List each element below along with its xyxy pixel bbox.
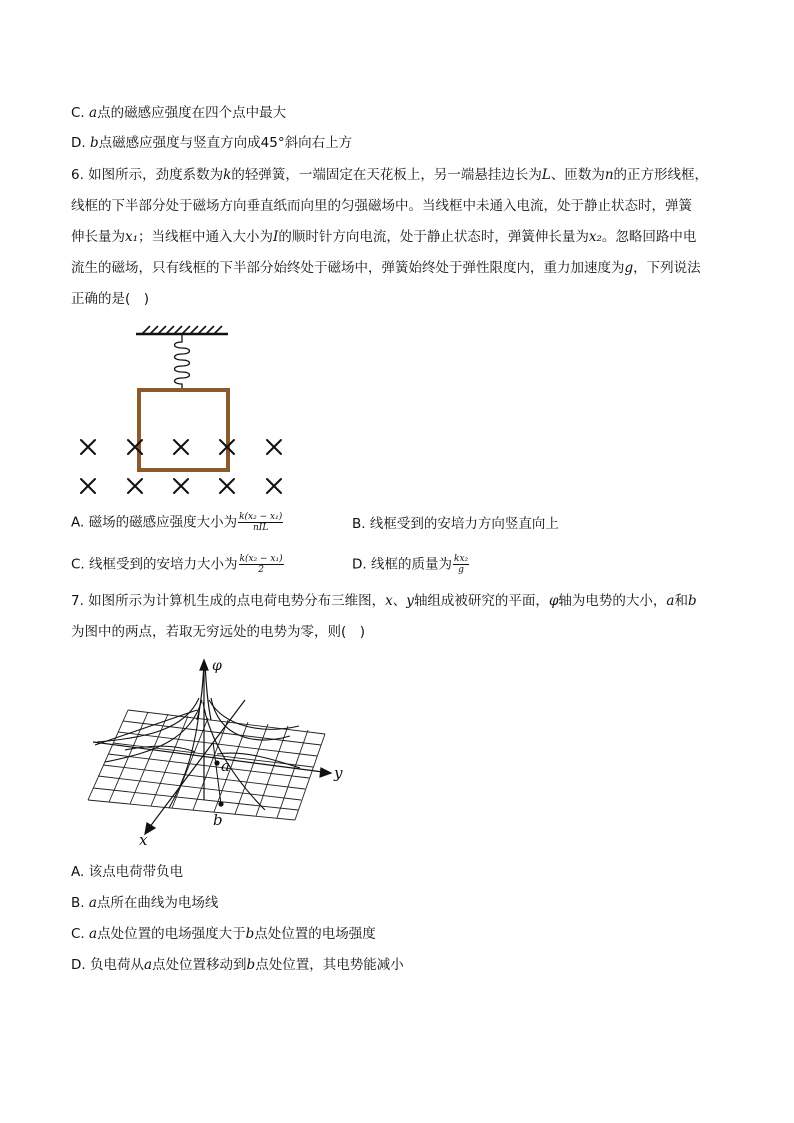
axes (93, 660, 331, 834)
field-cross (174, 440, 188, 454)
q6-stem-line3: 伸长量为x₁；当线框中通入大小为I的顺时针方向电流，处于静止状态时，弹簧伸长量为x₂。忽略回路中电 (71, 229, 697, 245)
q6-option-c: C. 线框受到的安培力大小为 $\frac{\text{k(x₂ − x₁)}}{2}$ (71, 554, 283, 575)
q6-stem-line1: 6. 如图所示，劲度系数为k的轻弹簧，一端固定在天花板上，另一端悬挂边长为L、匝数为n的正方形线框， (71, 167, 709, 183)
q7-option-b: B. a点所在曲线为电场线 (71, 895, 219, 911)
field-cross (81, 440, 95, 454)
q6-figure (70, 322, 300, 502)
q7-stem-line1: 7. 如图所示为计算机生成的点电荷电势分布三维图，x、y轴组成被研究的平面，φ轴为电势的大小，a和b (71, 593, 697, 609)
q6-option-a: A. 磁场的磁感应强度大小为 $\frac{\text{k(x₂ − x₁)}}{\text{nIL}}$ (71, 512, 283, 533)
field-cross (81, 479, 95, 493)
field-cross (267, 479, 281, 493)
spring (175, 334, 190, 390)
var-b: b (89, 135, 99, 151)
field-cross (267, 440, 281, 454)
field-cross (128, 479, 142, 493)
fraction: $\frac{\text{k(x₂ − x₁)}}{\text{nIL}}$ (239, 512, 283, 533)
q7-option-d: D. 负电荷从a点处位置移动到b点处位置，其电势能减小 (71, 957, 404, 973)
magnetic-field-symbols (81, 440, 281, 493)
point-label-b: b (213, 811, 223, 829)
q6-option-d: D. 线框的质量为 $\frac{\text{kx₂}}{g}$ (352, 554, 469, 575)
field-cross (220, 479, 234, 493)
point-label-a: a (221, 757, 230, 775)
axis-label-phi: φ (212, 658, 222, 674)
axis-label-y: y (334, 764, 343, 782)
q7-option-a: A. 该点电荷带负电 (71, 864, 184, 880)
q7-stem-line2: 为图中的两点，若取无穷远处的电势为零，则( ) (71, 624, 366, 640)
q6-option-b: B. 线框受到的安培力方向竖直向上 (352, 516, 559, 532)
fraction: $\frac{\text{kx₂}}{g}$ (453, 554, 469, 575)
q5-option-d: D. b点磁感应强度与竖直方向成45°斜向右上方 (71, 135, 353, 151)
q7-figure (85, 650, 355, 850)
q6-stem-line5: 正确的是( ) (71, 291, 150, 307)
fraction: $\frac{\text{k(x₂ − x₁)}}{2}$ (239, 554, 283, 575)
q6-stem-line4: 流生的磁场，只有线框的下半部分始终处于磁场中，弹簧始终处于弹性限度内，重力加速度为g，下列说法 (71, 260, 701, 276)
var-a: a (89, 105, 98, 121)
field-cross (174, 479, 188, 493)
axis-label-x: x (139, 831, 148, 849)
q6-stem-line2: 线框的下半部分处于磁场方向垂直纸而向里的匀强磁场中。当线框中未通入电流，处于静止状态时，弹簧 (71, 198, 692, 214)
square-coil-frame (139, 390, 228, 470)
q7-option-c: C. a点处位置的电场强度大于b点处位置的电场强度 (71, 926, 376, 942)
q5-option-c: C. a点的磁感应强度在四个点中最大 (71, 105, 287, 121)
